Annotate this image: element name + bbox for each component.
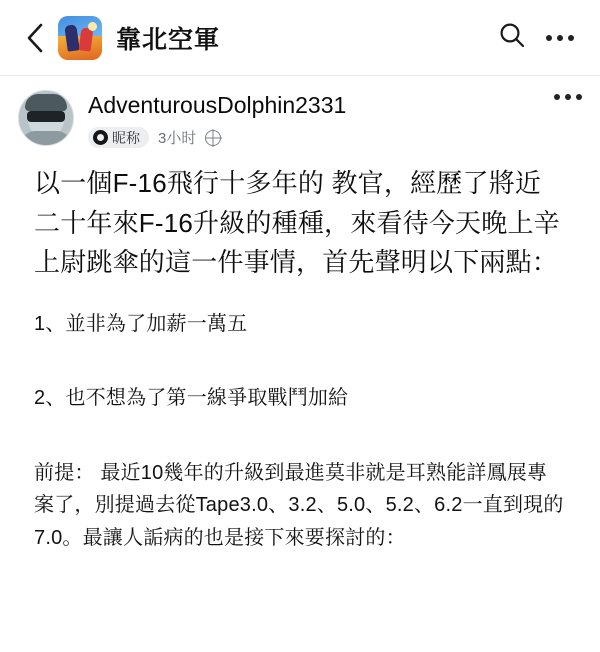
nickname-badge[interactable] (88, 127, 149, 148)
globe-icon (205, 130, 221, 146)
post-paragraph-point-2: 2、也不想為了第一線爭取戰鬥加給 (34, 386, 349, 409)
post-subheader (88, 127, 582, 148)
back-button[interactable] (18, 18, 52, 58)
post-more-button[interactable] (554, 94, 582, 100)
post-paragraph-lead: 以一個F-16飛行十多年的 教官，經歷了將近二十年來F-16升級的種種，來看待今天晚上辛上尉跳傘的這一件事情，首先聲明以下兩點： (34, 168, 560, 278)
post-author-name[interactable]: AdventurousDolphin2331 (88, 92, 347, 118)
post-body (18, 164, 582, 554)
group-title: 靠北空軍 (116, 25, 221, 54)
avatar[interactable] (18, 90, 74, 146)
chevron-left-icon (25, 22, 45, 54)
post-paragraph-point-1: 1、並非為了加薪一萬五 (34, 312, 248, 335)
group-avatar-icon[interactable] (58, 16, 102, 60)
avatar-body (21, 131, 71, 145)
avatar-hair (25, 94, 67, 111)
more-horizontal-icon (554, 94, 582, 100)
group-avatar-accent (88, 22, 97, 31)
top-navigation-bar (0, 0, 600, 76)
navbar-more-button[interactable] (538, 16, 582, 60)
post-meta (88, 90, 582, 148)
post-header (18, 90, 582, 148)
search-icon (498, 21, 526, 54)
search-button[interactable] (490, 16, 534, 60)
post-timestamp: 3小时 (158, 130, 197, 148)
post-paragraph-premise: 前提： 最近10幾年的升級到最進莫非就是耳熟能詳鳳展專案了，別提過去從Tape3.0、3.2、5.0、5.2、6.2一直到現的7.0。最讓人詬病的也是接下來要探討的： (34, 461, 564, 549)
more-horizontal-icon (546, 35, 574, 41)
nickname-badge-label: 昵称 (112, 129, 140, 146)
yin-yang-icon (93, 130, 108, 145)
post-container (0, 76, 600, 554)
avatar-sunglasses (27, 111, 65, 122)
